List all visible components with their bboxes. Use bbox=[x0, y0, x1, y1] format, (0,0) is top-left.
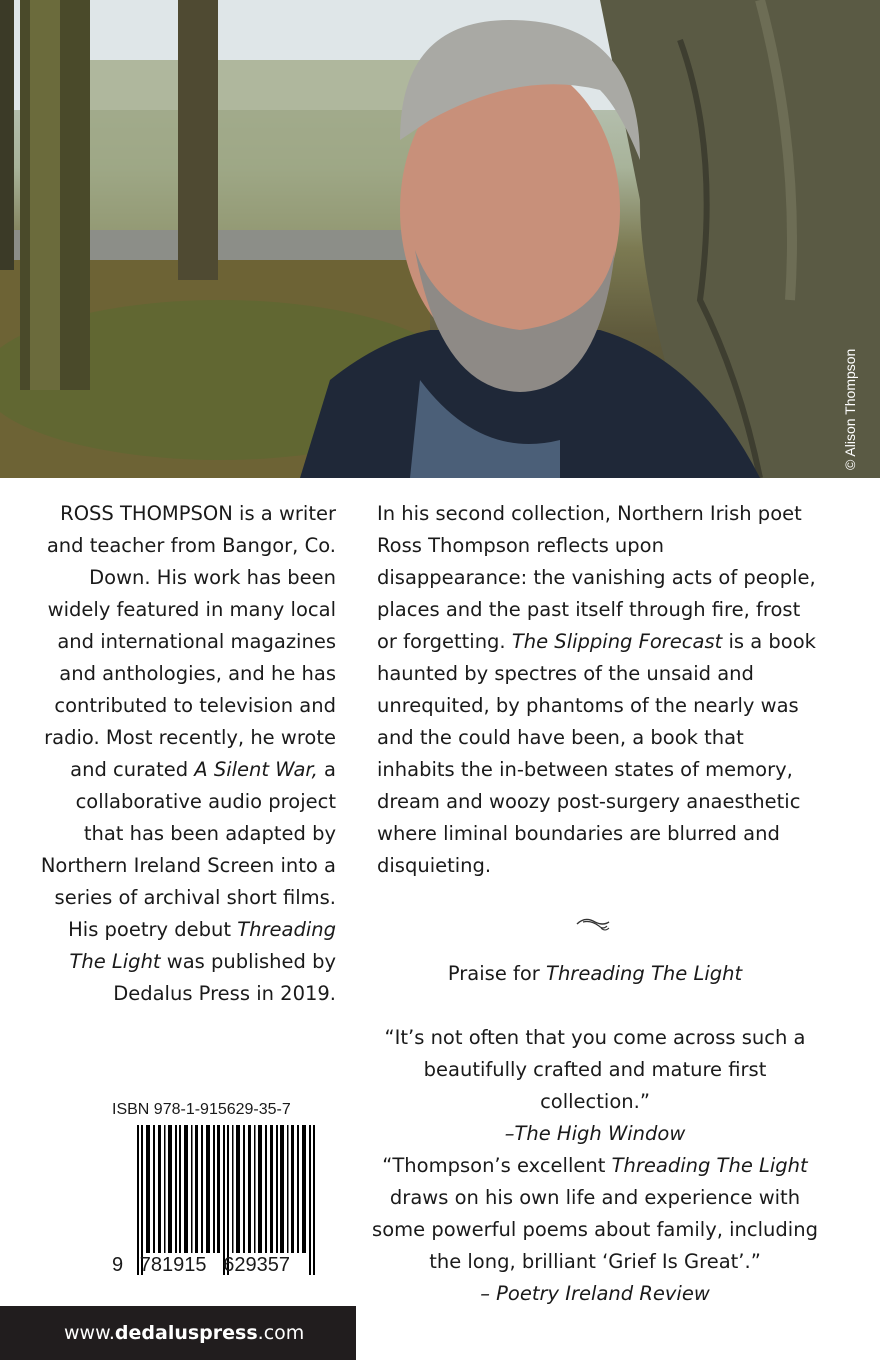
quote-text: “It’s not often that you come across such a beautifully crafted and mature first collection.” bbox=[384, 1026, 806, 1113]
publisher-url[interactable] bbox=[64, 1306, 304, 1360]
desc-text-1: In his second collection, Northern Irish poet Ross Thompson reflects upon disappearance: the vanishing acts of people, places and the past itself through fire, frost or forgetting. bbox=[377, 502, 816, 653]
isbn-label: ISBN 978-1-915629-35-7 bbox=[112, 1101, 291, 1118]
praise-heading-title: Threading The Light bbox=[546, 962, 743, 985]
praise-heading-prefix: Praise for bbox=[447, 962, 547, 985]
photo-credit: © Alison Thompson bbox=[842, 348, 858, 470]
praise-quote bbox=[370, 1150, 820, 1310]
url-suffix: .com bbox=[257, 1322, 305, 1344]
photo-illustration bbox=[0, 0, 880, 478]
quote-source: –The High Window bbox=[504, 1122, 686, 1145]
praise-heading bbox=[377, 958, 813, 990]
barcode-digits: 9 781915 629357 bbox=[112, 1254, 290, 1276]
praise-quote bbox=[370, 1022, 820, 1150]
publisher-footer bbox=[0, 1306, 356, 1360]
quote-text-1: “Thompson’s excellent bbox=[382, 1154, 612, 1177]
quote-title: Threading The Light bbox=[611, 1154, 808, 1177]
desc-text-2: is a book haunted by spectres of the unsaid and unrequited, by phantoms of the nearly was and the could have been, a book that inhabits the in-between states of memory, dream and woozy post-surgery anaesthetic where liminal boundaries are blurred and disquieting. bbox=[377, 630, 816, 877]
url-domain: dedaluspress bbox=[114, 1322, 258, 1344]
flourish-ornament-icon bbox=[575, 914, 611, 934]
author-name: ROSS THOMPSON bbox=[60, 502, 233, 525]
bio-title-2: Threading The Light bbox=[69, 918, 336, 973]
bio-text-3: was published by Dedalus Press in 2019. bbox=[113, 950, 336, 1005]
bio-title-1: A Silent War, bbox=[194, 758, 318, 781]
bio-text-1: is a writer and teacher from Bangor, Co. Down. His work has been widely featured in many local and international magazines and anthologies, and he has contributed to television and radio. Most recently, he wrote and curated bbox=[44, 502, 336, 781]
quote-source: – Poetry Ireland Review bbox=[480, 1282, 710, 1305]
author-photo bbox=[0, 0, 880, 478]
quote-text-2: draws on his own life and experience with some powerful poems about family, including the long, brilliant ‘Grief Is Great’.” bbox=[372, 1186, 818, 1273]
bio-text-2: a collaborative audio project that has been adapted by Northern Ireland Screen into a series of archival short films. His poetry debut bbox=[40, 758, 336, 941]
author-bio bbox=[40, 498, 336, 1010]
book-description bbox=[377, 498, 817, 882]
url-prefix: www. bbox=[64, 1322, 115, 1344]
desc-title: The Slipping Forecast bbox=[511, 630, 723, 653]
